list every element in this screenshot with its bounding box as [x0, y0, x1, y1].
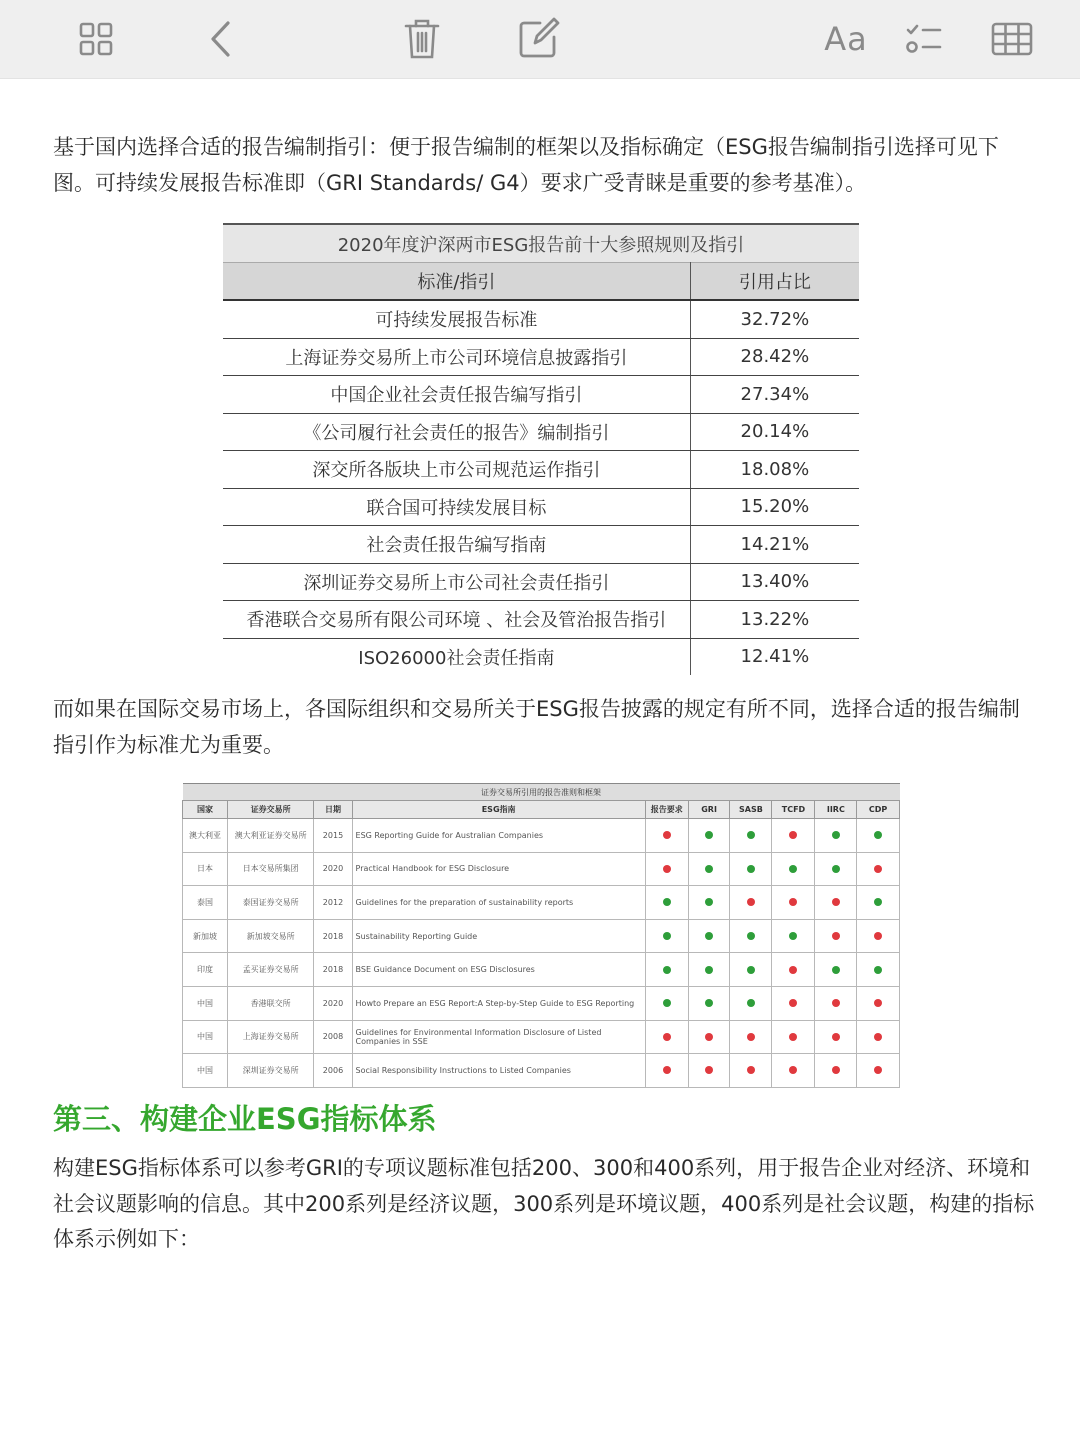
- column-header: 证券交易所: [227, 801, 313, 819]
- citation-percent: 15.20%: [690, 488, 859, 526]
- cell-mark: [645, 986, 688, 1020]
- cell-mark: [645, 919, 688, 953]
- cell-guide: Guidelines for Environmental Information Disclosure of Listed Companies in SSE: [352, 1020, 645, 1054]
- checklist-button[interactable]: [902, 0, 946, 78]
- cell-mark: [772, 819, 815, 853]
- cell-year: 2018: [314, 953, 352, 987]
- red-dot-icon: [832, 1033, 840, 1041]
- table-row: [183, 886, 900, 920]
- column-header: IIRC: [815, 801, 857, 819]
- red-dot-icon: [832, 999, 840, 1007]
- table-row: [223, 300, 859, 338]
- cell-mark: [772, 986, 815, 1020]
- citation-percent: 12.41%: [740, 646, 810, 668]
- green-dot-icon: [705, 999, 713, 1007]
- guideline-name: 深圳证券交易所上市公司社会责任指引: [223, 563, 690, 601]
- cell-guide: ESG Reporting Guide for Australian Companies: [352, 819, 645, 853]
- cell-exchange: 新加坡交易所: [227, 919, 313, 953]
- red-dot-icon: [789, 999, 797, 1007]
- guideline-name: 社会责任报告编写指南: [223, 526, 690, 564]
- red-dot-icon: [789, 898, 797, 906]
- table-title: 2020年度沪深两市ESG报告前十大参照规则及指引: [223, 224, 859, 263]
- red-dot-icon: [789, 1033, 797, 1041]
- red-dot-icon: [747, 1033, 755, 1041]
- cell-country: 泰国: [183, 886, 228, 920]
- cell-country: 澳大利亚: [183, 819, 228, 853]
- cell-guide: Social Responsibility Instructions to Listed Companies: [352, 1054, 645, 1088]
- green-dot-icon: [789, 865, 797, 873]
- cell-mark: [688, 886, 730, 920]
- cell-mark: [857, 953, 900, 987]
- guideline-name: 香港联合交易所有限公司环境 、社会及管治报告指引: [223, 601, 690, 639]
- column-header: ESG指南: [352, 801, 645, 819]
- paragraph-intro: 基于国内选择合适的报告编制指引：便于报告编制的框架以及指标确定（ESG报告编制指引选择可见下图。可持续发展报告标准即（GRI Standards/ G4）要求广受青睐是重要的参考基准）。: [53, 135, 999, 195]
- green-dot-icon: [663, 898, 671, 906]
- cell-exchange: 日本交易所集团: [227, 852, 313, 886]
- cell-mark: [857, 819, 900, 853]
- green-dot-icon: [832, 966, 840, 974]
- cell-mark: [730, 819, 772, 853]
- red-dot-icon: [747, 898, 755, 906]
- cell-mark: [815, 919, 857, 953]
- guideline-name: 《公司履行社会责任的报告》编制指引: [223, 413, 690, 451]
- column-header: 报告要求: [645, 801, 688, 819]
- red-dot-icon: [874, 999, 882, 1007]
- citation-percent: 27.34%: [690, 376, 859, 414]
- table-title: 证券交易所引用的报告准则和框架: [183, 784, 900, 801]
- cell-mark: [688, 1054, 730, 1088]
- cell-exchange: 澳大利亚证券交易所: [227, 819, 313, 853]
- cell-mark: [645, 819, 688, 853]
- cell-year: 2012: [314, 886, 352, 920]
- red-dot-icon: [874, 1066, 882, 1074]
- cell-exchange: 深圳证券交易所: [227, 1054, 313, 1088]
- cell-mark: [815, 819, 857, 853]
- top-toolbar: [0, 0, 1080, 79]
- green-dot-icon: [747, 966, 755, 974]
- cell-country: 印度: [183, 953, 228, 987]
- red-dot-icon: [663, 831, 671, 839]
- table-button[interactable]: [988, 0, 1036, 78]
- cell-mark: [772, 852, 815, 886]
- cell-country: 新加坡: [183, 919, 228, 953]
- green-dot-icon: [747, 999, 755, 1007]
- table-row: [183, 819, 900, 853]
- green-dot-icon: [874, 966, 882, 974]
- green-dot-icon: [705, 932, 713, 940]
- citation-percent: 32.72%: [690, 300, 859, 338]
- table-header: 标准/指引: [223, 263, 690, 301]
- cell-year: 2020: [314, 852, 352, 886]
- table-row: [223, 526, 859, 564]
- table-row: [183, 1020, 900, 1054]
- green-dot-icon: [663, 932, 671, 940]
- cell-mark: [815, 953, 857, 987]
- exchange-frameworks-table: [182, 783, 900, 1088]
- red-dot-icon: [789, 831, 797, 839]
- red-dot-icon: [705, 1033, 713, 1041]
- cell-guide: Practical Handbook for ESG Disclosure: [352, 852, 645, 886]
- table-row: [183, 919, 900, 953]
- green-dot-icon: [663, 999, 671, 1007]
- trash-icon: [403, 18, 441, 60]
- cell-year: 2015: [314, 819, 352, 853]
- font-button[interactable]: [818, 0, 874, 78]
- cell-mark: [857, 886, 900, 920]
- red-dot-icon: [663, 1066, 671, 1074]
- cell-country: 中国: [183, 1054, 228, 1088]
- cell-mark: [645, 1054, 688, 1088]
- table-icon: [991, 22, 1033, 56]
- cell-mark: [688, 1020, 730, 1054]
- cell-country: 中国: [183, 986, 228, 1020]
- table-row: [183, 852, 900, 886]
- table-row: [223, 338, 859, 376]
- cell-mark: [815, 886, 857, 920]
- guideline-name: 联合国可持续发展目标: [223, 488, 690, 526]
- cell-mark: [730, 852, 772, 886]
- cell-mark: [772, 1054, 815, 1088]
- table-row: [183, 1054, 900, 1088]
- cell-mark: [730, 953, 772, 987]
- cell-exchange: 孟买证券交易所: [227, 953, 313, 987]
- column-header: GRI: [688, 801, 730, 819]
- cell-mark: [857, 1054, 900, 1088]
- section-heading: 第三、构建企业ESG指标体系: [53, 1102, 437, 1136]
- font-icon: Aa: [824, 20, 868, 58]
- table-header: 引用占比: [690, 263, 859, 301]
- table-row: [223, 601, 859, 639]
- column-header: 国家: [183, 801, 228, 819]
- cell-mark: [688, 852, 730, 886]
- citation-percent: 13.22%: [690, 601, 859, 639]
- table-row: [223, 451, 859, 489]
- cell-mark: [688, 986, 730, 1020]
- cell-mark: [730, 1054, 772, 1088]
- table-row: [223, 488, 859, 526]
- grid-view-button[interactable]: [70, 0, 122, 78]
- cell-mark: [688, 919, 730, 953]
- green-dot-icon: [705, 831, 713, 839]
- table-row: [223, 563, 859, 601]
- column-header: TCFD: [772, 801, 815, 819]
- cell-mark: [645, 953, 688, 987]
- cell-year: 2020: [314, 986, 352, 1020]
- green-dot-icon: [789, 932, 797, 940]
- green-dot-icon: [747, 831, 755, 839]
- cell-mark: [645, 886, 688, 920]
- back-button[interactable]: [196, 0, 246, 78]
- grid-icon: [79, 22, 113, 56]
- cell-guide: Guidelines for the preparation of sustainability reports: [352, 886, 645, 920]
- red-dot-icon: [789, 966, 797, 974]
- guideline-name: 上海证券交易所上市公司环境信息披露指引: [223, 338, 690, 376]
- domestic-guidelines-table: [223, 223, 859, 675]
- cell-guide: Sustainability Reporting Guide: [352, 919, 645, 953]
- checklist-icon: [906, 23, 942, 55]
- cell-mark: [857, 986, 900, 1020]
- red-dot-icon: [663, 865, 671, 873]
- paragraph-international: 而如果在国际交易市场上，各国际组织和交易所关于ESG报告披露的规定有所不同，选择合适的报告编制指引作为标准尤为重要。: [53, 697, 1020, 757]
- cell-mark: [730, 886, 772, 920]
- green-dot-icon: [747, 865, 755, 873]
- green-dot-icon: [747, 932, 755, 940]
- cell-mark: [730, 1020, 772, 1054]
- cell-year: 2008: [314, 1020, 352, 1054]
- cell-mark: [730, 986, 772, 1020]
- green-dot-icon: [832, 865, 840, 873]
- red-dot-icon: [874, 932, 882, 940]
- guideline-name: 可持续发展报告标准: [223, 300, 690, 338]
- column-header: SASB: [730, 801, 772, 819]
- paragraph-indicator-system: 构建ESG指标体系可以参考GRI的专项议题标准包括200、300和400系列，用于报告企业对经济、环境和社会议题影响的信息。其中200系列是经济议题，300系列是环境议题，400系列是社会议题，构建的指标体系示例如下：: [53, 1156, 1035, 1251]
- guideline-name: ISO26000社会责任指南: [223, 638, 690, 675]
- citation-percent: 18.08%: [690, 451, 859, 489]
- red-dot-icon: [705, 1066, 713, 1074]
- cell-exchange: 上海证券交易所: [227, 1020, 313, 1054]
- green-dot-icon: [832, 831, 840, 839]
- cell-mark: [857, 919, 900, 953]
- green-dot-icon: [705, 898, 713, 906]
- red-dot-icon: [747, 1066, 755, 1074]
- red-dot-icon: [832, 932, 840, 940]
- cell-mark: [772, 1020, 815, 1054]
- cell-guide: Howto Prepare an ESG Report:A Step-by-Step Guide to ESG Reporting: [352, 986, 645, 1020]
- cell-exchange: 泰国证券交易所: [227, 886, 313, 920]
- cell-year: 2018: [314, 919, 352, 953]
- edit-icon: [516, 17, 560, 61]
- cell-mark: [645, 852, 688, 886]
- table-row: [223, 376, 859, 414]
- cell-mark: [815, 852, 857, 886]
- cell-country: 日本: [183, 852, 228, 886]
- table-row: [183, 953, 900, 987]
- citation-percent: 20.14%: [690, 413, 859, 451]
- cell-mark: [688, 819, 730, 853]
- red-dot-icon: [874, 865, 882, 873]
- compose-button[interactable]: [512, 0, 564, 78]
- cell-mark: [772, 919, 815, 953]
- cell-mark: [815, 1054, 857, 1088]
- column-header: CDP: [857, 801, 900, 819]
- cell-mark: [772, 886, 815, 920]
- red-dot-icon: [832, 898, 840, 906]
- guideline-name: 深交所各版块上市公司规范运作指引: [223, 451, 690, 489]
- citation-percent: 13.40%: [690, 563, 859, 601]
- citation-percent: 28.42%: [690, 338, 859, 376]
- chevron-left-icon: [208, 19, 234, 59]
- cell-mark: [815, 986, 857, 1020]
- citation-percent: 14.21%: [690, 526, 859, 564]
- cell-country: 中国: [183, 1020, 228, 1054]
- table-row: [223, 638, 859, 675]
- cell-guide: BSE Guidance Document on ESG Disclosures: [352, 953, 645, 987]
- column-header: 日期: [314, 801, 352, 819]
- cell-mark: [857, 1020, 900, 1054]
- red-dot-icon: [663, 1033, 671, 1041]
- delete-button[interactable]: [396, 0, 448, 78]
- cell-exchange: 香港联交所: [227, 986, 313, 1020]
- red-dot-icon: [789, 1066, 797, 1074]
- guideline-name: 中国企业社会责任报告编写指引: [223, 376, 690, 414]
- green-dot-icon: [663, 966, 671, 974]
- cell-mark: [645, 1020, 688, 1054]
- red-dot-icon: [832, 1066, 840, 1074]
- red-dot-icon: [874, 1033, 882, 1041]
- green-dot-icon: [874, 831, 882, 839]
- cell-mark: [815, 1020, 857, 1054]
- table-row: [183, 986, 900, 1020]
- cell-mark: [688, 953, 730, 987]
- green-dot-icon: [874, 898, 882, 906]
- green-dot-icon: [705, 966, 713, 974]
- cell-year: 2006: [314, 1054, 352, 1088]
- table-row: [223, 413, 859, 451]
- cell-mark: [730, 919, 772, 953]
- cell-mark: [772, 953, 815, 987]
- cell-mark: [857, 852, 900, 886]
- green-dot-icon: [705, 865, 713, 873]
